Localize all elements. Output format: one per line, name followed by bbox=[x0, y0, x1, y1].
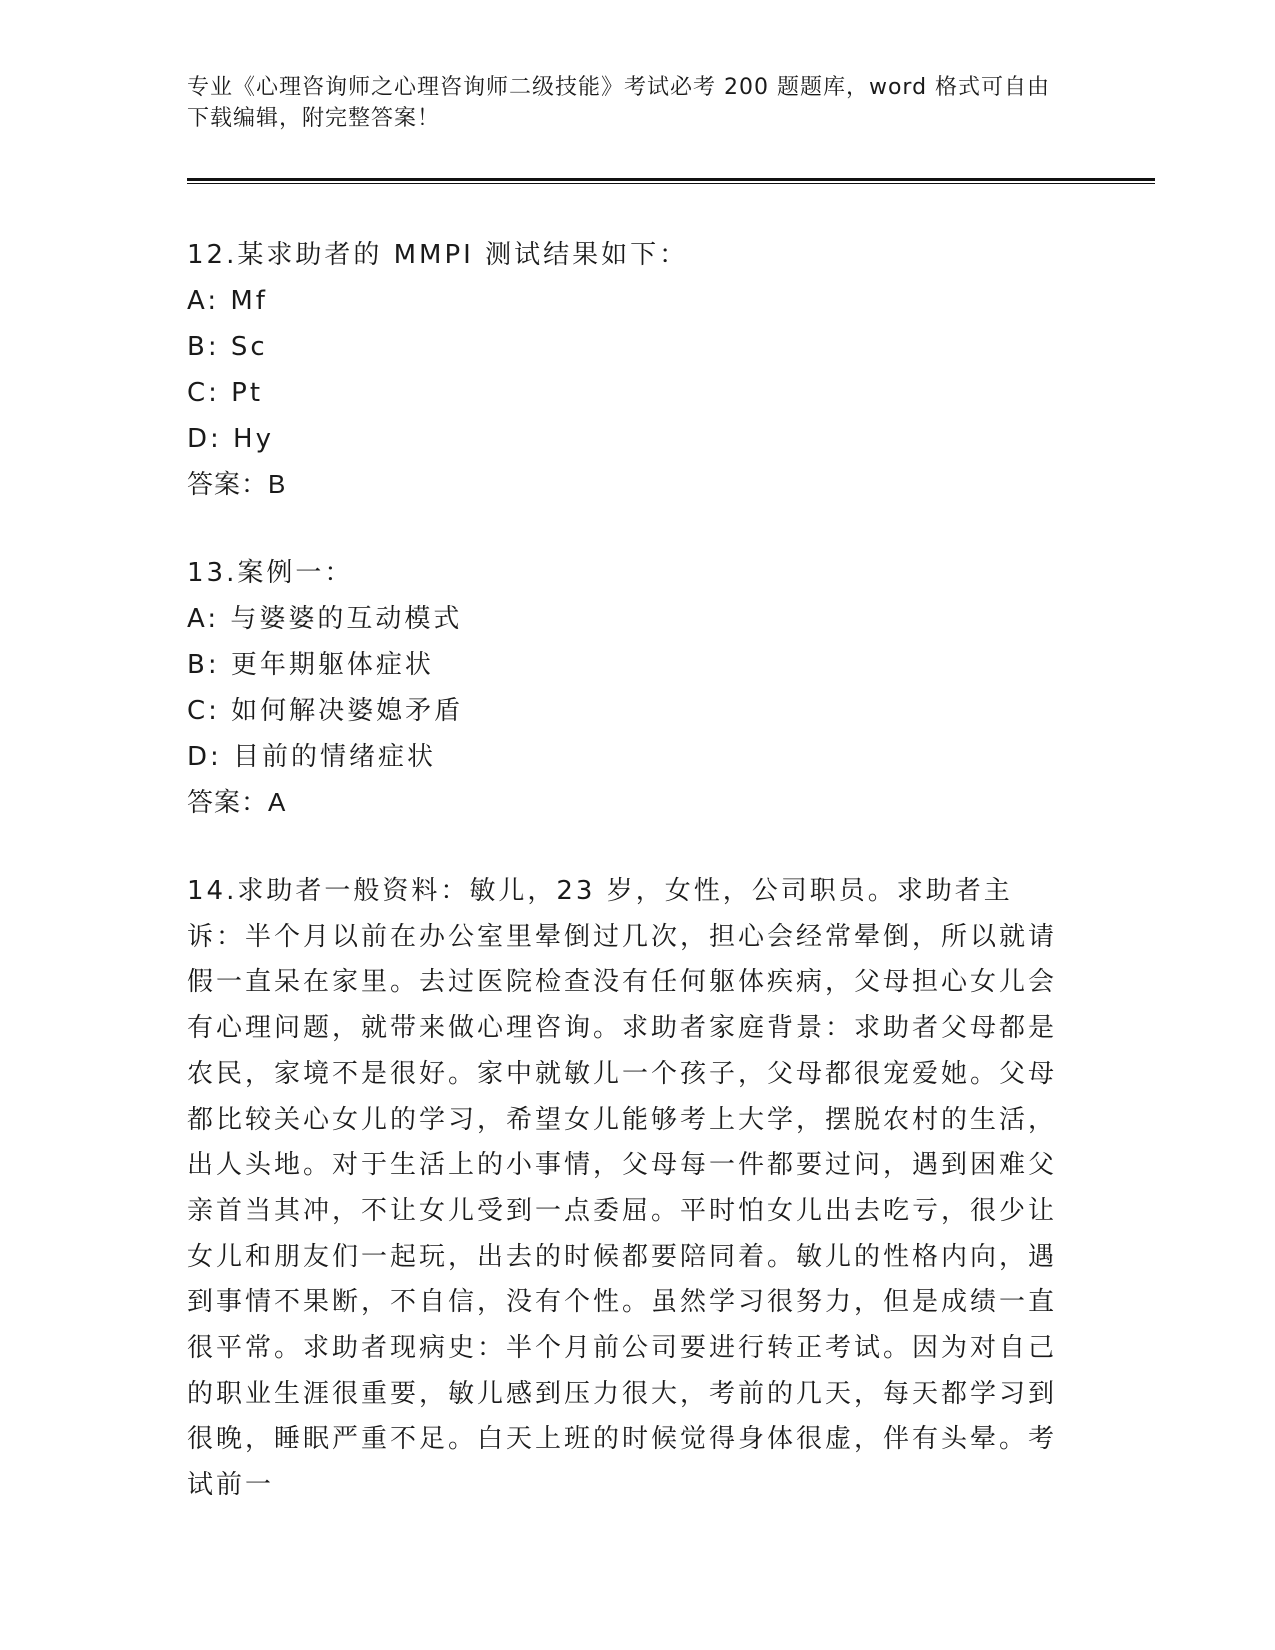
question-13 bbox=[187, 550, 1087, 824]
option-a: A: Mf bbox=[187, 286, 268, 316]
option-b: B: 更年期躯体症状 bbox=[187, 650, 434, 680]
option-d: D: 目前的情绪症状 bbox=[187, 742, 437, 772]
document-header: 专业《心理咨询师之心理咨询师二级技能》考试必考 200 题题库，word 格式可自由下载编辑，附完整答案！ bbox=[187, 75, 1051, 131]
option-c: C: 如何解决婆媳矛盾 bbox=[187, 696, 464, 726]
question-stem: 12.某求助者的 MMPI 测试结果如下： bbox=[187, 240, 689, 270]
question-stem: 13.案例一： bbox=[187, 558, 354, 588]
question-12 bbox=[187, 232, 1087, 506]
option-c: C: Pt bbox=[187, 378, 264, 408]
answer-line: 答案：B bbox=[187, 469, 287, 499]
option-b: B: Sc bbox=[187, 332, 268, 362]
answer-line: 答案：A bbox=[187, 787, 287, 817]
option-d: D: Hy bbox=[187, 424, 274, 454]
header-divider-thin bbox=[187, 183, 1155, 184]
question-stem: 14.求助者一般资料：敏儿，23 岁，女性，公司职员。求助者主诉：半个月以前在办公室里晕倒过几次，担心会经常晕倒，所以就请假一直呆在家里。去过医院检查没有任何躯体疾病，父母担心女儿会有心理问题，就带来做心理咨询。求助者家庭背景：求助者父母都是农民，家境不是很好。家中就敏儿一个孩子，父母都很宠爱她。父母都比较关心女儿的学习，希望女儿能够考上大学，摆脱农村的生活，出人头地。对于生活上的小事情，父母每一件都要过问，遇到困难父亲首当其冲，不让女儿受到一点委屈。平时怕女儿出去吃亏，很少让女儿和朋友们一起玩，出去的时候都要陪同着。敏儿的性格内向，遇到事情不果断，不自信，没有个性。虽然学习很努力，但是成绩一直很平常。求助者现病史：半个月前公司要进行转正考试。因为对自己的职业生涯很重要，敏儿感到压力很大，考前的几天，每天都学习到很晚，睡眠严重不足。白天上班的时候觉得身体很虚，伴有头晕。考试前一 bbox=[187, 876, 1058, 1501]
header-divider-thick bbox=[187, 178, 1155, 181]
question-14 bbox=[187, 869, 1067, 1509]
option-a: A: 与婆婆的互动模式 bbox=[187, 604, 463, 634]
